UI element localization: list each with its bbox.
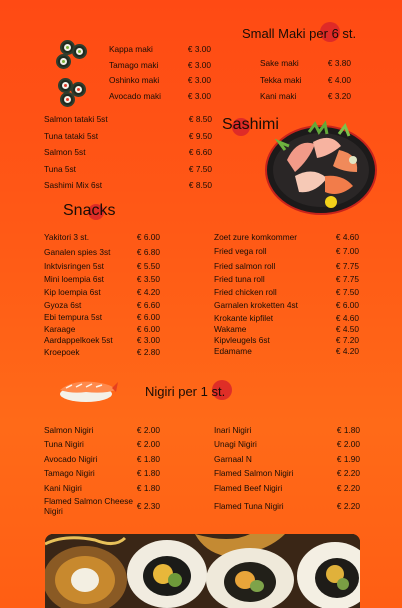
menu-item-name: Tamago Nigiri: [44, 468, 95, 478]
menu-item-price: € 3.50: [136, 274, 160, 284]
menu-item-name: Garnaal N: [214, 454, 252, 464]
menu-item: [214, 346, 359, 356]
snacks-heading: Snacks: [63, 202, 116, 219]
menu-item-name: Flamed Tuna Nigiri: [214, 501, 284, 511]
menu-item: [214, 246, 359, 256]
sashimi-heading: Sashimi: [222, 116, 279, 133]
menu-item-price: € 7.00: [335, 246, 359, 256]
menu-item-price: € 4.20: [136, 287, 160, 297]
menu-item: [214, 483, 360, 493]
menu-item: [44, 335, 160, 345]
menu-item-name: Yakitori 3 st.: [44, 232, 90, 242]
maki-photo: [52, 38, 94, 108]
menu-item: [260, 91, 351, 101]
menu-item-name: Flamed Salmon Cheese: [44, 496, 134, 506]
menu-item-name: Fried salmon roll: [214, 261, 276, 271]
menu-item-price: € 7.50: [188, 163, 212, 174]
menu-item-name: Inari Nigiri: [214, 425, 252, 435]
menu-item-price: € 6.60: [188, 147, 212, 158]
menu-item: [109, 91, 211, 101]
menu-item-name: Kroepoek: [44, 347, 80, 357]
menu-item-price: € 6.00: [136, 312, 160, 322]
menu-item-price: € 1.80: [136, 483, 160, 493]
menu-item: [44, 468, 160, 478]
menu-item: [214, 501, 360, 511]
menu-item-price: € 1.80: [136, 468, 160, 478]
menu-item: [44, 287, 160, 297]
menu-item-name: Oshinko maki: [109, 75, 160, 86]
menu-item-price: € 3.00: [136, 335, 160, 345]
menu-item-price: € 4.00: [327, 74, 351, 85]
menu-item-price: € 6.00: [335, 300, 359, 310]
menu-item: [44, 261, 160, 271]
menu-item-price: € 8.50: [188, 180, 212, 191]
menu-item-price: € 4.20: [335, 346, 359, 356]
menu-item-name: Salmon 5st: [44, 147, 86, 158]
menu-item-price: € 1.90: [336, 454, 360, 464]
menu-item-name: Aardappelkoek 5st: [44, 335, 113, 345]
menu-item-price: € 8.50: [188, 114, 212, 124]
menu-item-name: Inktvisringen 5st: [44, 261, 104, 271]
menu-item-name-line2: Nigiri: [44, 506, 63, 516]
menu-item-name: Karaage: [44, 324, 76, 334]
menu-item: [44, 300, 160, 310]
menu-item-name: Krokante kipfilet: [214, 313, 274, 323]
menu-item: [214, 439, 360, 449]
menu-item: [260, 75, 351, 85]
menu-item-name: Avocado Nigiri: [44, 454, 98, 464]
menu-item-price: € 2.20: [336, 468, 360, 478]
menu-item-name: Kani Nigiri: [44, 483, 82, 493]
menu-item-name: Gyoza 6st: [44, 300, 82, 310]
menu-item-name: Ganalen spies 3st: [44, 247, 111, 257]
menu-item-price: € 3.00: [187, 75, 211, 86]
menu-item: [260, 58, 351, 68]
menu-item-price: € 2.20: [336, 483, 360, 493]
menu-item-name: Avocado maki: [109, 91, 161, 102]
menu-item-name: Tuna tataki 5st: [44, 130, 99, 141]
menu-item-name: Tuna 5st: [44, 163, 76, 174]
menu-item-name: Garnalen kroketten 4st: [214, 300, 298, 310]
menu-item-price: € 9.50: [188, 130, 212, 141]
menu-item: [109, 44, 211, 54]
menu-item-name: Ebi tempura 5st: [44, 312, 103, 322]
menu-item-name: Kip loempia 6st: [44, 287, 101, 297]
menu-item-name: Edamame: [214, 346, 252, 356]
menu-item-price: € 3.00: [187, 59, 211, 70]
menu-item: [214, 300, 359, 310]
menu-item-name: Unagi Nigiri: [214, 439, 257, 449]
menu-item-price: € 7.75: [335, 261, 359, 271]
menu-item: [214, 468, 360, 478]
menu-item-price: € 2.00: [136, 439, 160, 449]
menu-item-name: Tamago maki: [109, 59, 159, 70]
menu-item: [44, 439, 160, 449]
menu-item-name: Tekka maki: [260, 74, 302, 85]
menu-item: [214, 454, 360, 464]
menu-item-price: € 6.60: [136, 300, 160, 310]
sashimi-plate-photo: [265, 120, 378, 216]
menu-item-name: Kipvleugels 6st: [214, 335, 270, 345]
menu-item-price: € 2.00: [336, 439, 360, 449]
menu-item-price: € 6.00: [136, 324, 160, 334]
menu-item-name: Fried tuna roll: [214, 274, 265, 284]
menu-item-name: Zoet zure komkommer: [214, 232, 297, 242]
menu-item: [44, 147, 212, 157]
menu-item-price: € 6.00: [136, 232, 160, 242]
menu-item-price: € 1.80: [336, 425, 360, 435]
menu-item-price: € 3.00: [187, 91, 211, 102]
menu-item: [44, 347, 160, 357]
menu-item-price: € 7.75: [335, 274, 359, 284]
menu-item: [44, 247, 160, 257]
menu-item: [44, 131, 212, 141]
shrimp-nigiri-photo: [56, 376, 118, 404]
menu-item: [44, 180, 212, 190]
menu-item: [44, 164, 212, 174]
menu-item-name: Kani maki: [260, 91, 297, 102]
menu-item: [109, 75, 211, 85]
menu-item-price: € 3.00: [187, 44, 211, 54]
sushi-rolls-photo: [45, 534, 360, 608]
menu-item: [44, 274, 160, 284]
nigiri-heading: Nigiri per 1 st.: [145, 384, 226, 399]
menu-item-price: € 6.80: [136, 247, 160, 257]
menu-item-price: € 5.50: [136, 261, 160, 271]
menu-item: [214, 274, 359, 284]
menu-item-price: € 1.80: [136, 454, 160, 464]
menu-item: [109, 60, 211, 70]
menu-item: [214, 287, 359, 297]
menu-item-price: € 7.20: [335, 335, 359, 345]
menu-item-name: Salmon tataki 5st: [44, 114, 108, 124]
menu-item-price: € 4.50: [335, 324, 359, 334]
menu-item: [44, 324, 160, 334]
menu-item: [44, 425, 160, 435]
menu-item: [214, 335, 359, 345]
small-maki-heading: Small Maki per 6 st.: [242, 26, 357, 41]
menu-item: [44, 312, 160, 322]
menu-item-name: Salmon Nigiri: [44, 425, 94, 435]
menu-item: [214, 425, 360, 435]
menu-item-name: Flamed Beef Nigiri: [214, 483, 283, 493]
menu-item-price: € 3.80: [327, 58, 351, 68]
menu-item: [44, 496, 160, 516]
menu-item: [44, 232, 160, 242]
menu-item-name: Mini loempia 6st: [44, 274, 104, 284]
menu-item-name: Wakame: [214, 324, 247, 334]
menu-item-name: Tuna Nigiri: [44, 439, 84, 449]
menu-item: [214, 324, 359, 334]
menu-item-name: Sashimi Mix 6st: [44, 180, 103, 191]
menu-item: [214, 313, 359, 323]
menu-item: [44, 454, 160, 464]
menu-item-price: € 3.20: [327, 91, 351, 102]
menu-item-price: € 2.20: [336, 501, 360, 511]
menu-item: [214, 261, 359, 271]
menu-item-name: Fried chicken roll: [214, 287, 277, 297]
menu-item-price: € 7.50: [335, 287, 359, 297]
menu-item: [214, 232, 359, 242]
menu-item-price: € 2.30: [136, 501, 160, 511]
menu-item-price: € 4.60: [335, 313, 359, 323]
menu-item-name: Flamed Salmon Nigiri: [214, 468, 294, 478]
menu-item-price: € 2.80: [136, 347, 160, 357]
menu-item-price: € 2.00: [136, 425, 160, 435]
menu-item-name: Fried vega roll: [214, 246, 267, 256]
menu-item-price: € 4.60: [335, 232, 359, 242]
menu-item-name: Sake maki: [260, 58, 299, 68]
menu-item-name: Kappa maki: [109, 44, 153, 54]
menu-item: [44, 114, 212, 124]
menu-item: [44, 483, 160, 493]
